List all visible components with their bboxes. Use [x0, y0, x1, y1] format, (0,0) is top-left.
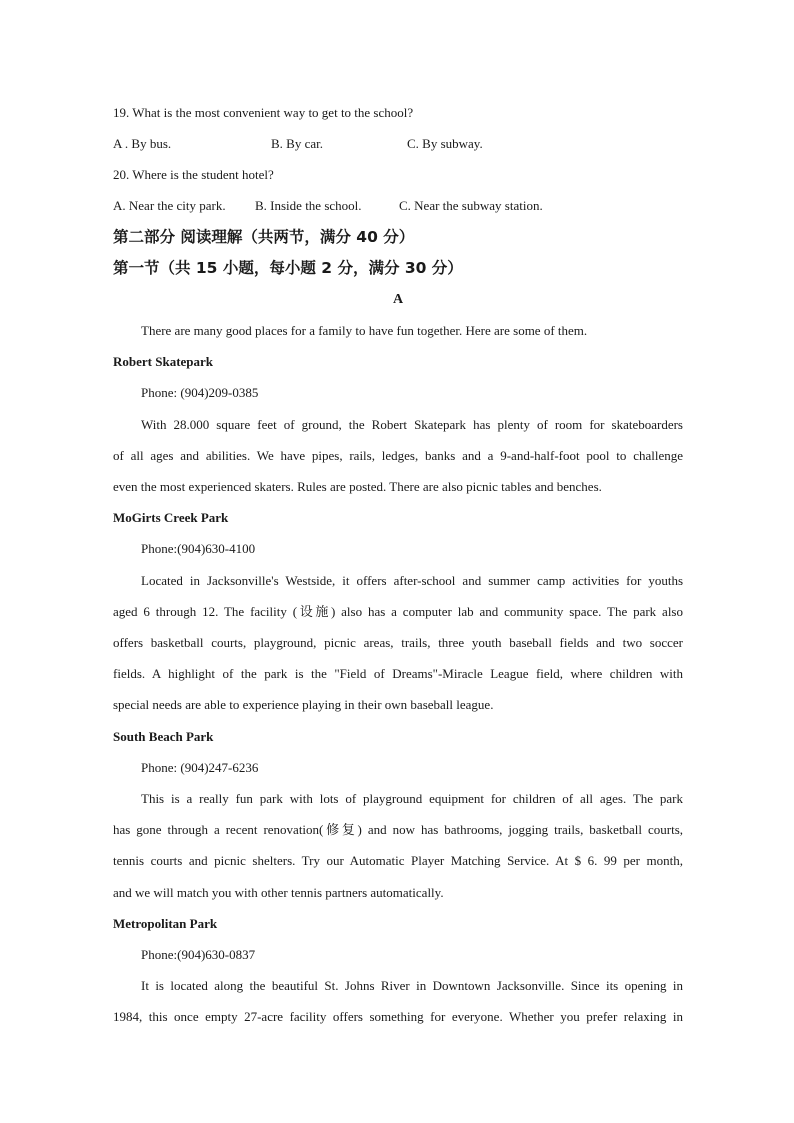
question-19-option-a[interactable]: A . By bus.	[113, 136, 172, 151]
park-name-metropolitan-park: Metropolitan Park	[113, 916, 218, 931]
question-20-stem: 20. Where is the student hotel?	[113, 167, 274, 182]
park-description-line: has gone through a recent renovation(修复) and now has bathrooms, jogging trails, basketball courts,	[113, 822, 683, 837]
passage-label: A	[392, 292, 404, 307]
park-description-line: offers basketball courts, playground, picnic areas, trails, three youth baseball fields and two soccer	[113, 635, 683, 650]
park-phone: Phone:(904)630-0837	[141, 947, 256, 962]
question-20-option-c[interactable]: C. Near the subway station.	[399, 198, 543, 213]
question-20-option-a[interactable]: A. Near the city park.	[113, 198, 226, 213]
park-description-line: of all ages and abilities. We have pipes, rails, ledges, banks and a 9-and-half-foot pool to challenge	[113, 448, 683, 463]
park-description-line: and we will match you with other tennis partners automatically.	[113, 885, 444, 900]
question-19-stem: 19. What is the most convenient way to get to the school?	[113, 105, 414, 120]
park-description-line: aged 6 through 12. The facility (设施) also has a computer lab and community space. The park also	[113, 604, 683, 619]
park-description-line: fields. A highlight of the park is the "Field of Dreams"-Miracle League field, where children with	[113, 666, 683, 681]
question-19-option-b[interactable]: B. By car.	[271, 136, 323, 151]
park-description-line: 1984, this once empty 27-acre facility offers something for everyone. Whether you prefer relaxing in	[113, 1009, 683, 1024]
park-description-line: tennis courts and picnic shelters. Try our Automatic Player Matching Service. At $ 6. 99 per month,	[113, 853, 683, 868]
question-20-option-b[interactable]: B. Inside the school.	[255, 198, 362, 213]
park-phone: Phone: (904)247-6236	[141, 760, 259, 775]
subsection-title: 第一节（共 15 小题，每小题 2 分，满分 30 分）	[113, 259, 463, 277]
park-name-robert-skatepark: Robert Skatepark	[113, 354, 214, 369]
park-description-line: Located in Jacksonville's Westside, it offers after-school and summer camp activities for youths	[141, 573, 683, 588]
park-phone: Phone: (904)209-0385	[141, 385, 259, 400]
question-19-option-c[interactable]: C. By subway.	[407, 136, 483, 151]
park-description-line: It is located along the beautiful St. Johns River in Downtown Jacksonville. Since its opening in	[141, 978, 683, 993]
passage-intro: There are many good places for a family to have fun together. Here are some of them.	[141, 323, 588, 338]
park-description-line: This is a really fun park with lots of playground equipment for children of all ages. The park	[141, 791, 683, 806]
park-name-mogirts-creek-park: MoGirts Creek Park	[113, 510, 229, 525]
park-description-line: With 28.000 square feet of ground, the Robert Skatepark has plenty of room for skateboarders	[141, 417, 683, 432]
park-name-south-beach-park: South Beach Park	[113, 729, 214, 744]
park-description-line: even the most experienced skaters. Rules are posted. There are also picnic tables and benches.	[113, 479, 602, 494]
park-description-line: special needs are able to experience playing in their own baseball league.	[113, 697, 494, 712]
section-title: 第二部分 阅读理解（共两节，满分 40 分）	[113, 228, 415, 246]
park-phone: Phone:(904)630-4100	[141, 541, 256, 556]
